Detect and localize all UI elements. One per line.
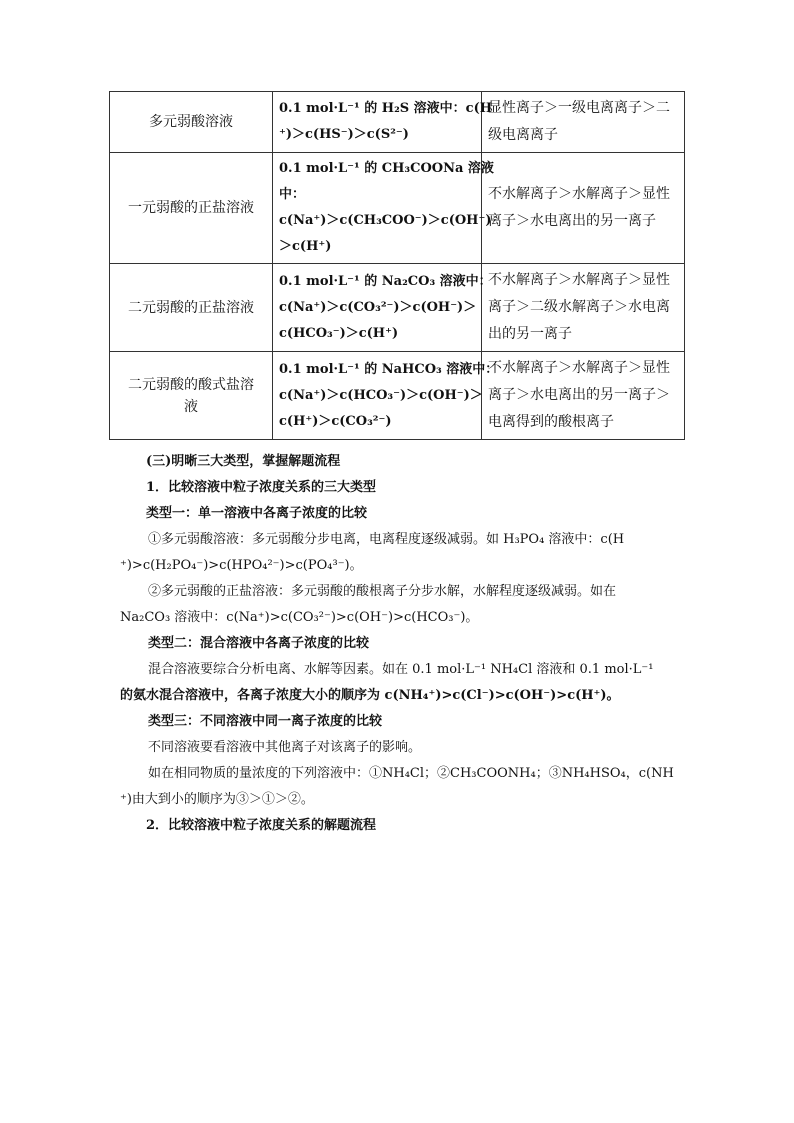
- order-line: 显性离子＞一级电离离子＞二: [488, 100, 670, 116]
- example-line: 中：: [279, 187, 306, 202]
- example-line: 0.1 mol·L⁻¹ 的 Na₂CO₃ 溶液中：: [279, 273, 492, 289]
- example-line: c(Na⁺)＞c(HCO₃⁻)＞c(OH⁻)＞: [279, 387, 483, 403]
- type-2-heading: 类型二：混合溶液中各离子浓度的比较: [148, 636, 370, 651]
- example-line: c(H⁺)＞c(CO₃²⁻): [279, 413, 392, 429]
- row-type-cell: [110, 352, 273, 440]
- example-line: ＞c(H⁺): [279, 239, 332, 254]
- table-row: [110, 92, 685, 153]
- example-line: 0.1 mol·L⁻¹ 的 NaHCO₃ 溶液中：: [279, 361, 499, 377]
- example-line: 0.1 mol·L⁻¹ 的 H₂S 溶液中：c(H: [279, 101, 493, 116]
- paragraph-example-line-2: ⁺)由大到小的顺序为③＞①＞②。: [120, 792, 314, 807]
- example-line: ⁺)＞c(HS⁻)＞c(S²⁻): [279, 127, 409, 142]
- type-line: 二元弱酸的酸式盐溶: [128, 376, 254, 393]
- paragraph-mixed-solution-line-1: 混合溶液要综合分析电离、水解等因素。如在 0.1 mol·L⁻¹ NH₄Cl 溶液和 0.1 mol·L⁻¹: [148, 662, 654, 677]
- table-row: [110, 352, 685, 440]
- order-line: 电离得到的酸根离子: [488, 414, 614, 430]
- paragraph-example-line-1: 如在相同物质的量浓度的下列溶液中：①NH₄Cl；②CH₃COONH₄；③NH₄HSO₄，c(NH: [148, 766, 674, 781]
- type-3-heading: 类型三：不同溶液中同一离子浓度的比较: [148, 714, 383, 729]
- order-line: 不水解离子＞水解离子＞显性: [488, 186, 670, 202]
- example-line: c(HCO₃⁻)＞c(H⁺): [279, 325, 399, 341]
- type-1-heading: 类型一：单一溶液中各离子浓度的比较: [146, 506, 368, 521]
- table-row: [110, 264, 685, 352]
- section-heading: (三)明晰三大类型，掌握解题流程: [146, 454, 341, 469]
- order-line: 出的另一离子: [488, 326, 572, 342]
- section-body: [120, 449, 680, 839]
- row-example-cell: [273, 153, 494, 264]
- example-line: c(Na⁺)＞c(CH₃COO⁻)＞c(OH⁻): [279, 213, 492, 228]
- row-order-cell: [482, 153, 685, 264]
- order-line: 离子＞水电离出的另一离子＞: [488, 387, 670, 403]
- table-row: [110, 153, 685, 264]
- paragraph-polyprotic-acid-line-2: ⁺)>c(H₂PO₄⁻)>c(HPO₄²⁻)>c(PO₄³⁻)。: [120, 558, 363, 573]
- row-type-cell: 一元弱酸的正盐溶液: [110, 153, 273, 264]
- row-example-cell: [273, 264, 492, 352]
- row-type-cell: 多元弱酸溶液: [110, 92, 273, 153]
- paragraph-normal-salt-line-1: ②多元弱酸的正盐溶液：多元弱酸的酸根离子分步水解，水解程度逐级减弱。如在: [148, 584, 617, 599]
- concentration-table: [109, 91, 685, 440]
- example-line: 0.1 mol·L⁻¹ 的 CH₃COONa 溶液: [279, 161, 494, 176]
- order-line: 不水解离子＞水解离子＞显性: [488, 272, 670, 288]
- row-order-cell: [482, 92, 685, 153]
- type-line: 液: [184, 398, 198, 415]
- row-order-cell: [482, 264, 685, 352]
- item-2-heading: 2．比较溶液中粒子浓度关系的解题流程: [146, 818, 377, 833]
- paragraph-different-solutions: 不同溶液要看溶液中其他离子对该离子的影响。: [148, 740, 422, 755]
- row-order-cell: [482, 352, 685, 440]
- order-line: 不水解离子＞水解离子＞显性: [488, 360, 670, 376]
- example-line: c(Na⁺)＞c(CO₃²⁻)＞c(OH⁻)＞: [279, 299, 477, 315]
- row-example-cell: [273, 92, 493, 153]
- order-line: 离子＞水电离出的另一离子: [488, 213, 656, 229]
- paragraph-normal-salt-line-2: Na₂CO₃ 溶液中：c(Na⁺)>c(CO₃²⁻)>c(OH⁻)>c(HCO₃⁻)。: [120, 610, 479, 625]
- row-type-cell: 二元弱酸的正盐溶液: [110, 264, 273, 352]
- row-example-cell: [273, 352, 499, 440]
- paragraph-mixed-solution-line-2: 的氨水混合溶液中，各离子浓度大小的顺序为 c(NH₄⁺)>c(Cl⁻)>c(OH⁻)>c(H⁺)。: [120, 688, 620, 703]
- item-1-heading: 1．比较溶液中粒子浓度关系的三大类型: [146, 480, 377, 495]
- order-line: 离子＞二级水解离子＞水电离: [488, 299, 670, 315]
- order-line: 级电离离子: [488, 127, 558, 143]
- paragraph-polyprotic-acid-line-1: ①多元弱酸溶液：多元弱酸分步电离，电离程度逐级减弱。如 H₃PO₄ 溶液中：c(H: [148, 532, 625, 547]
